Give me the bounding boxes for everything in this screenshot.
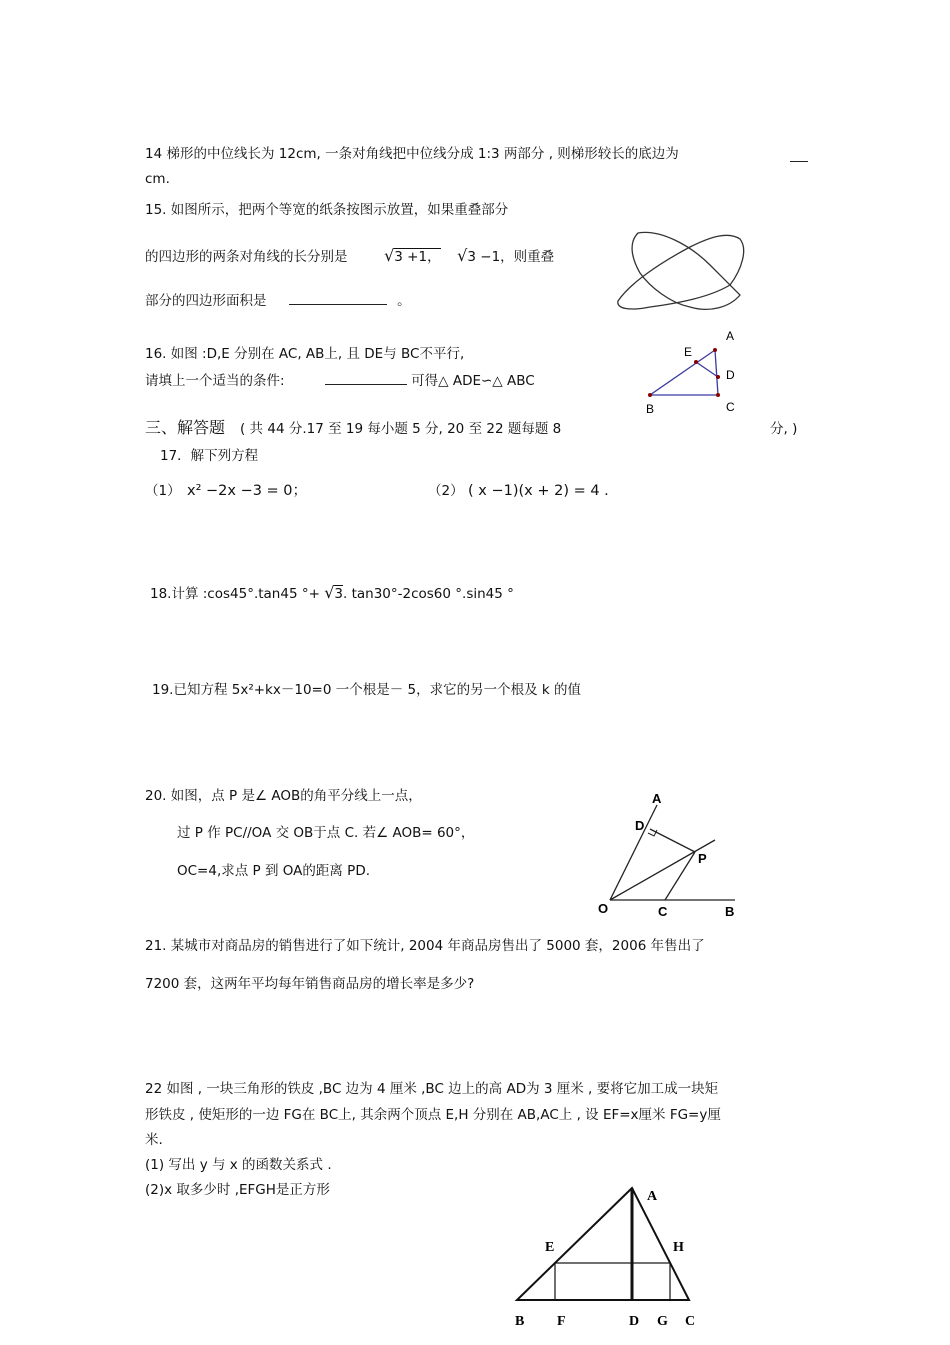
label-g: G [657, 1314, 668, 1329]
q16-line2 [145, 370, 535, 390]
q22-line2: 形铁皮 , 使矩形的一边 FG在 BC上, 其余两个顶点 E,H 分别在 AB,AC上 , 设 EF=x厘米 FG=y厘 [145, 1107, 721, 1123]
q20-line3: OC=4,求点 P 到 OA的距离 PD. [177, 863, 371, 879]
q15-line1: 15. 如图所示，把两个等宽的纸条按图示放置，如果重叠部分 [145, 202, 509, 218]
q17-part2-eq: ( x −1)(x + 2) = 4 . [468, 483, 609, 499]
label-o: O [598, 901, 609, 916]
label-p: P [698, 851, 707, 866]
q15-answer-blank[interactable] [289, 290, 387, 305]
q17-part1-label: （1） [145, 483, 181, 499]
q22-line1: 22 如图 , 一块三角形的铁皮 ,BC 边为 4 厘米 ,BC 边上的高 AD为 3 厘米 , 要将它加工成一块矩 [145, 1081, 719, 1097]
label-c: C [726, 400, 735, 414]
sqrt-icon: √ [457, 246, 468, 265]
q22-part2: (2)x 取多少时 ,EFGH是正方形 [145, 1182, 330, 1198]
q17-part1-eq: x² −2x −3 = 0； [187, 483, 308, 499]
triangle-ade-figure [640, 325, 750, 420]
label-b: B [515, 1314, 525, 1329]
label-c: C [658, 904, 668, 919]
label-f: F [557, 1314, 566, 1329]
crossed-strips-figure [610, 225, 750, 315]
q15-line3 [145, 290, 411, 310]
q22-line3: 米. [145, 1132, 163, 1148]
q18-line [150, 584, 514, 603]
q17-part2-label: （2） [428, 483, 464, 499]
q16-line2-post: 可得△ ADE∽△ ABC [411, 373, 535, 389]
label-d: D [635, 818, 645, 833]
q16-answer-blank[interactable] [325, 370, 407, 385]
q21-line1: 21. 某城市对商品房的销售进行了如下统计, 2004 年商品房售出了 5000 套，2006 年售出了 [145, 938, 705, 954]
q15-line3-text: 部分的四边形面积是 [145, 293, 267, 309]
label-e: E [545, 1240, 555, 1255]
section3-title: 三、解答题 [145, 418, 226, 437]
q18-text-post: . tan30°-2cos60 °.sin45 ° [343, 586, 514, 602]
label-h: H [673, 1240, 684, 1255]
q15-line3-end: 。 [397, 293, 411, 309]
section3-note: ( 共 44 分.17 至 19 每小题 5 分, 20 至 22 题每题 8 [240, 421, 562, 437]
section3-note-end: 分, ) [770, 421, 798, 437]
label-a: A [726, 329, 735, 343]
q17-title: 17．解下列方程 [160, 448, 259, 464]
label-c: C [685, 1314, 696, 1329]
label-a: A [652, 791, 662, 806]
q14-answer-blank[interactable] [790, 147, 808, 162]
sqrt-icon: √ [324, 583, 335, 602]
sqrt-icon: √ [384, 246, 395, 265]
label-b: B [725, 904, 735, 919]
q15-expr1: 3 +1， [394, 249, 441, 265]
label-d: D [726, 368, 735, 382]
q16-line1: 16. 如图 :D,E 分别在 AC, AB上, 且 DE与 BC不平行, [145, 346, 465, 362]
q21-line2: 7200 套，这两年平均每年销售商品房的增长率是多少? [145, 976, 475, 992]
q15-line2 [145, 247, 554, 266]
q15-expr2: 3 −1，则重叠 [467, 249, 555, 265]
label-d: D [629, 1314, 640, 1329]
q20-line2: 过 P 作 PC//OA 交 OB于点 C. 若∠ AOB= 60°， [177, 825, 475, 841]
q22-part1: (1) 写出 y 与 x 的函数关系式 . [145, 1157, 332, 1173]
triangle-rectangle-figure [505, 1178, 710, 1338]
q14-line1: 14 梯形的中位线长为 12cm, 一条对角线把中位线分成 1:3 两部分 , 则梯形较长的底边为 [145, 146, 679, 162]
q15-line2-text: 的四边形的两条对角线的长分别是 [145, 249, 348, 265]
q16-line2-text: 请填上一个适当的条件: [145, 373, 285, 389]
q14-line2: cm. [145, 171, 170, 187]
label-b: B [646, 402, 655, 416]
q20-line1: 20. 如图，点 P 是∠ AOB的角平分线上一点， [145, 788, 422, 804]
q18-text-pre: 18.计算 :cos45°.tan45 °+ [150, 586, 320, 602]
label-a: A [647, 1189, 658, 1204]
q18-radicand: 3 [334, 586, 343, 602]
label-e: E [684, 345, 693, 359]
angle-bisector-figure [590, 785, 750, 925]
q19-line: 19.已知方程 5x²+kx－10=0 一个根是－ 5，求它的另一个根及 k 的值 [152, 682, 582, 698]
